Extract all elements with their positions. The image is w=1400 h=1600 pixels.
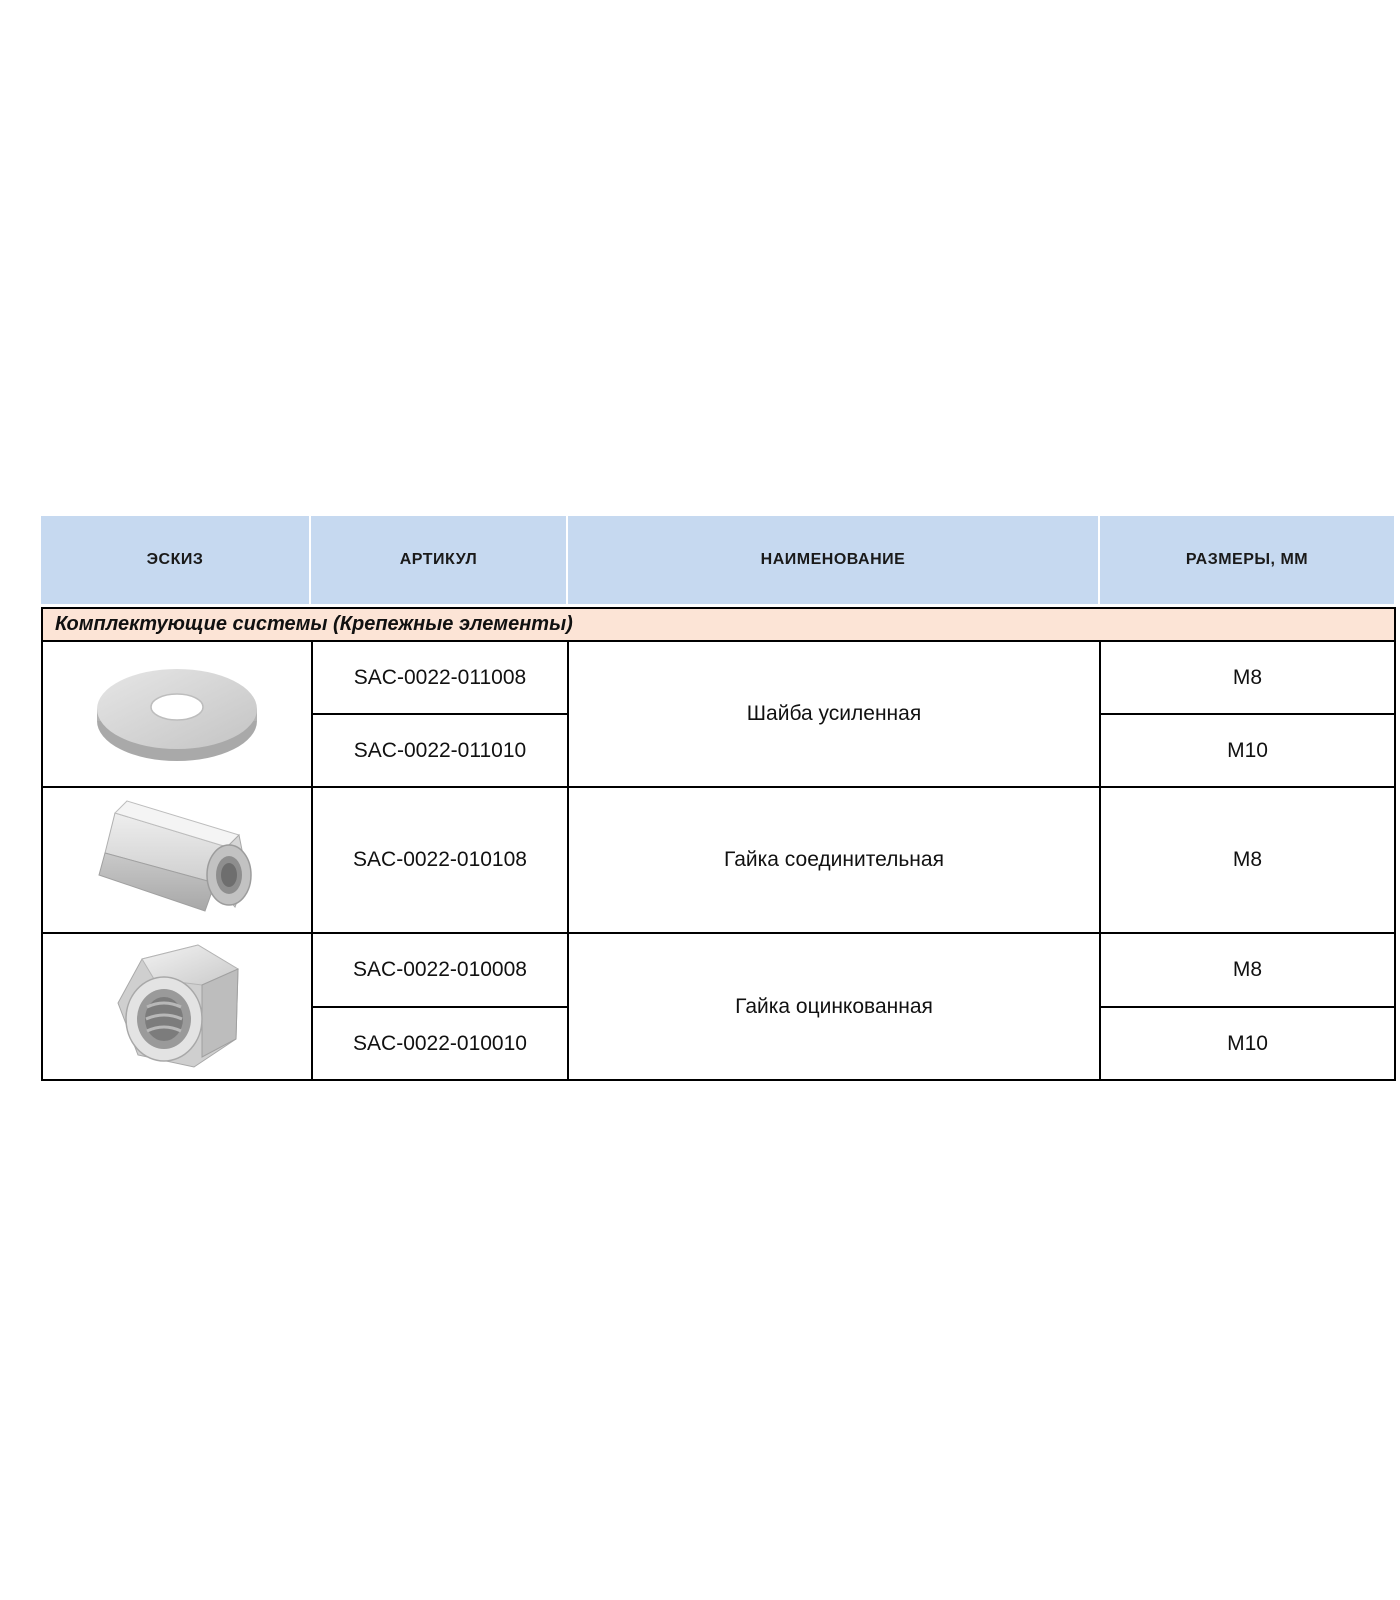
size-cell: M8	[1100, 641, 1395, 714]
table-row	[42, 933, 1395, 1007]
size-cell: M8	[1100, 933, 1395, 1007]
size-cell: M10	[1100, 714, 1395, 787]
hex-nut-icon	[43, 939, 311, 1074]
header-size: РАЗМЕРЫ, ММ	[1100, 516, 1394, 604]
name-cell: Гайка соединительная	[568, 787, 1100, 933]
coupling-nut-icon	[43, 795, 311, 925]
article-cell: SAC-0022-010010	[312, 1007, 568, 1080]
header-name: НАИМЕНОВАНИЕ	[568, 516, 1098, 604]
table-header	[41, 516, 1394, 604]
article-cell: SAC-0022-010108	[312, 787, 568, 933]
sketch-cell	[42, 641, 312, 787]
article-cell: SAC-0022-011008	[312, 641, 568, 714]
size-cell: M8	[1100, 787, 1395, 933]
table-row	[42, 787, 1395, 933]
sketch-cell	[42, 933, 312, 1080]
table-body	[41, 607, 1396, 1081]
name-cell: Гайка оцинкованная	[568, 933, 1100, 1080]
article-cell: SAC-0022-011010	[312, 714, 568, 787]
sketch-cell	[42, 787, 312, 933]
section-title: Комплектующие системы (Крепежные элементы)	[42, 608, 1395, 641]
fasteners-table	[41, 516, 1394, 1081]
article-cell: SAC-0022-010008	[312, 933, 568, 1007]
washer-icon	[43, 659, 311, 769]
table-row	[42, 641, 1395, 714]
header-sketch: ЭСКИЗ	[41, 516, 309, 604]
size-cell: M10	[1100, 1007, 1395, 1080]
header-article: АРТИКУЛ	[311, 516, 566, 604]
name-cell: Шайба усиленная	[568, 641, 1100, 787]
section-row	[42, 608, 1395, 641]
